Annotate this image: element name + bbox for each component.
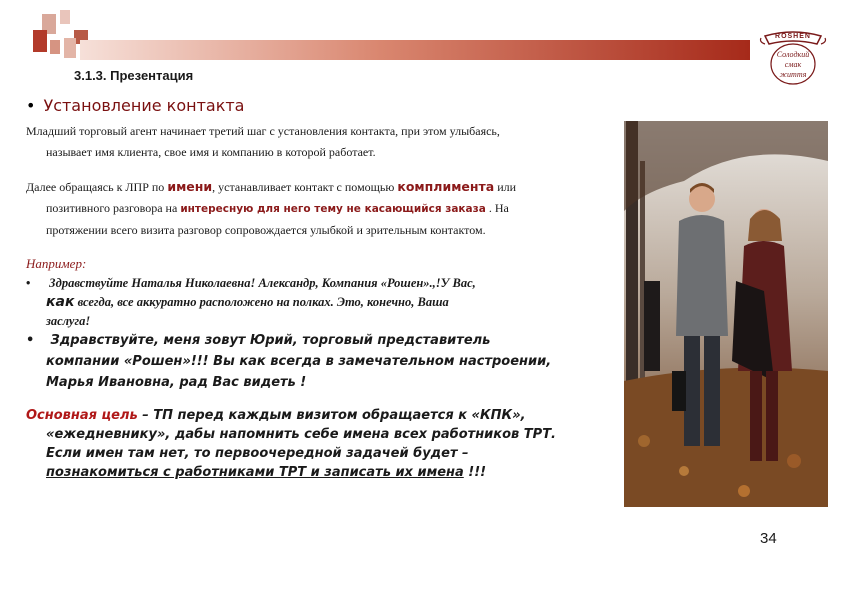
p1-line1: Младший торговый агент начинает третий шаг с установления контакта, при этом улыбаясь,	[26, 124, 500, 138]
goal-line3: Если имен там нет, то первоочередной задачей будет –	[46, 446, 469, 461]
ex1-text-a: Здравствуйте Наталья Николаевна! Александр, Компания «Рошен».,!У Вас,	[46, 276, 476, 290]
logo-tagline-3: життя	[779, 70, 807, 79]
ex1-bullet: •	[26, 276, 31, 290]
p2-text-d: позитивного разговора на	[46, 201, 181, 215]
ex2-line2: компании «Рошен»!!! Вы как всегда в замечательном настроении,	[46, 354, 552, 369]
goal-line4	[26, 463, 626, 482]
ex2-line3: Марья Ивановна, рад Вас видеть !	[46, 375, 307, 390]
header-bar	[80, 40, 750, 60]
ex1-line3: заслуга!	[46, 314, 91, 328]
goal-line2: «ежедневнику», дабы напомнить себе имена всех работников ТРТ.	[46, 427, 556, 442]
section-title: 3.1.3. Презентация	[74, 68, 194, 83]
logo-tagline-2: смак	[784, 60, 802, 69]
heading-text: Установление контакта	[43, 96, 245, 115]
ex1-text-b: всегда, все аккуратно расположено на полках. Это, конечно, Ваша	[74, 295, 449, 309]
example-2	[26, 330, 616, 393]
page-number: 34	[760, 530, 777, 547]
ex1-line1	[26, 274, 616, 293]
heading-bullet: •	[26, 96, 36, 115]
logo-brand: ROSHEN	[775, 33, 811, 40]
logo-tagline-1: Солодкий	[776, 50, 810, 59]
roshen-logo	[757, 30, 829, 88]
goal-label: Основная цель	[26, 408, 138, 423]
example-1	[26, 274, 616, 331]
keyword-compliment: комплимента	[397, 179, 495, 194]
p2-text-e: . На	[485, 201, 509, 215]
keyword-name: имени	[167, 179, 213, 194]
p2-text-b: , устанавливает контакт с помощью	[212, 180, 398, 194]
photo-couple-walking	[624, 121, 828, 507]
slide-heading	[26, 96, 244, 115]
paragraph-1	[26, 121, 606, 163]
ex2-line1	[26, 330, 616, 351]
p1-line2: называет имя клиента, свое имя и компанию в которой работает.	[46, 145, 376, 159]
paragraph-2	[26, 176, 606, 241]
ex1-big-word: как	[46, 294, 75, 310]
goal-text-a: – ТП перед каждым визитом обращается к «КПК»,	[137, 408, 526, 423]
ex2-text-a: Здравствуйте, меня зовут Юрий, торговый представитель	[46, 333, 491, 348]
goal-underlined: познакомиться с работниками ТРТ и записать их имена	[46, 465, 464, 480]
p2-line3: протяжении всего визита разговор сопровождается улыбкой и зрительным контактом.	[46, 223, 486, 237]
p2-line1	[26, 176, 606, 198]
goal-text-e: !!!	[463, 465, 487, 480]
p2-text-c: или	[494, 180, 517, 194]
ex2-bullet: •	[26, 333, 35, 348]
p2-text-a: Далее обращаясь к ЛПР по	[26, 180, 168, 194]
example-label: Например:	[26, 256, 87, 271]
keyword-topic: интересную для него тему не касающийся заказа	[180, 203, 486, 215]
ex1-line2	[26, 293, 616, 312]
goal-line1	[26, 406, 626, 425]
p2-line2	[26, 198, 606, 220]
main-goal	[26, 406, 626, 482]
